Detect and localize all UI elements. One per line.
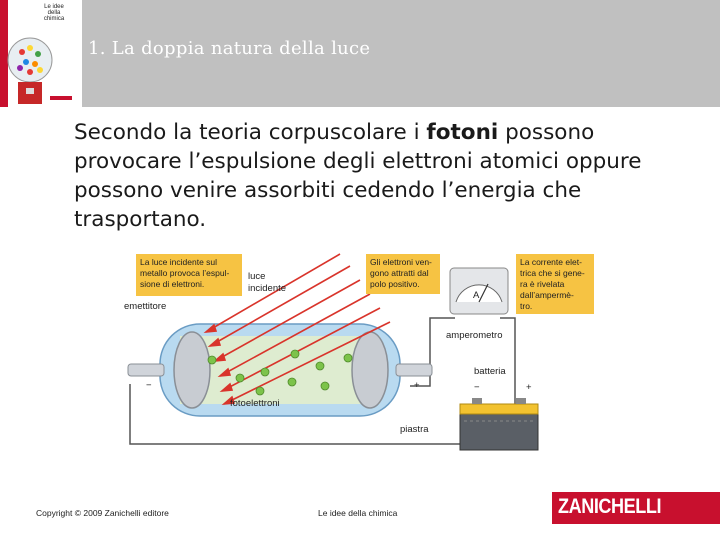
- note-left-line: metallo provoca l’espul-: [140, 268, 230, 278]
- collector-electrode: [352, 332, 388, 408]
- note-center-line: Gli elettroni ven-: [370, 257, 432, 267]
- sign-battery-minus: −: [474, 382, 480, 393]
- note-right-line: ra è rivelata: [520, 279, 565, 289]
- footer-copyright: Copyright © 2009 Zanichelli editore: [36, 508, 169, 518]
- ammeter-symbol: A: [473, 290, 480, 301]
- label-light-line: luce: [248, 271, 266, 282]
- label-battery: batteria: [474, 366, 506, 377]
- note-center-line: polo positivo.: [370, 279, 420, 289]
- photoelectric-diagram: [120, 236, 600, 456]
- cover-title: [30, 4, 78, 22]
- publisher-logo-text: ZANICHELLI: [558, 495, 662, 518]
- label-emitter: emettitore: [124, 301, 167, 312]
- emitter-electrode: [174, 332, 210, 408]
- battery-terminal-negative: [472, 398, 482, 404]
- cover-title-line: Le idee: [44, 4, 64, 10]
- label-light-line: incidente: [248, 283, 287, 294]
- note-right-line: La corrente elet-: [520, 257, 582, 267]
- sign-battery-plus: +: [526, 382, 532, 393]
- footer-book-title: Le idee della chimica: [318, 508, 398, 518]
- note-left-line: La luce incidente sul: [140, 257, 218, 267]
- battery-terminal-positive: [516, 398, 526, 404]
- note-right-line: tro.: [520, 301, 533, 311]
- label-light: [248, 271, 286, 294]
- body-bold-word: fotoni: [426, 120, 499, 145]
- publisher-logo: [552, 492, 720, 524]
- label-plate: piastra: [400, 424, 429, 435]
- body-paragraph: [74, 118, 694, 234]
- note-left-line: sione di elettroni.: [140, 279, 205, 289]
- tube-end-right: [396, 364, 432, 376]
- slide-title: 1. La doppia natura della luce: [88, 38, 371, 59]
- note-right-line: dall’ampermè-: [520, 290, 574, 300]
- body-text-start: Secondo la teoria corpuscolare i: [74, 120, 427, 145]
- tube-end-left: [128, 364, 164, 376]
- sign-tube-plus: +: [414, 380, 420, 391]
- header-bar: [0, 0, 720, 107]
- note-right-line: trica che si gene-: [520, 268, 585, 278]
- book-cover-image: [0, 0, 82, 107]
- battery-top: [460, 404, 538, 414]
- note-center-line: gono attratti dal: [370, 268, 429, 278]
- label-ammeter: amperometro: [446, 330, 503, 341]
- cover-title-line: chimica: [43, 16, 65, 22]
- cover-publisher-mark: [50, 96, 72, 100]
- body-text-end: possono provocare l’espulsione degli elettroni atomici oppure possono venire assorbiti cedendo l’energia che trasportano.: [74, 120, 642, 232]
- cover-title-line: della: [47, 10, 61, 16]
- label-photoelectrons: fotoelettroni: [230, 398, 280, 409]
- sign-tube-minus: −: [146, 380, 152, 391]
